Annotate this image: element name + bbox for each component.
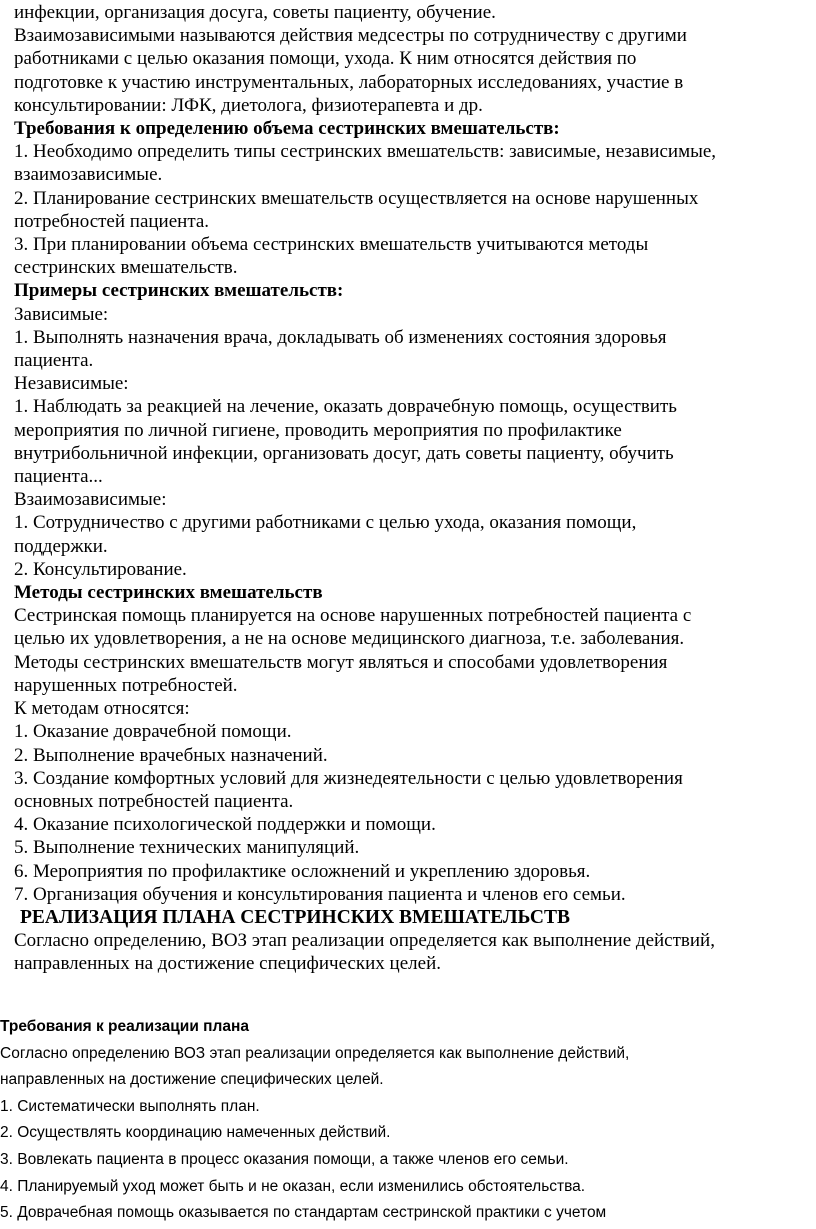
bold-heading-line: Требования к реализации плана	[0, 1018, 249, 1035]
text-line: 3. Создание комфортных условий для жизнедеятельности с целью удовлетворения	[14, 767, 683, 789]
text-line: 2. Осуществлять координацию намеченных действий.	[0, 1124, 391, 1142]
text-line: мероприятия по личной гигиене, проводить мероприятия по профилактике	[14, 419, 622, 441]
text-line: 2. Выполнение врачебных назначений.	[14, 744, 328, 766]
text-line: 4. Оказание психологической поддержки и помощи.	[14, 814, 436, 836]
text-line: целью их удовлетворения, а не на основе медицинского диагноза, т.е. заболевания.	[14, 628, 685, 650]
bold-heading-line: Методы сестринских вмешательств	[14, 582, 323, 604]
text-line: 4. Планируемый уход может быть и не оказан, если изменились обстоятельства.	[0, 1177, 586, 1195]
text-line: направленных на достижение специфических целей.	[14, 953, 441, 975]
bold-heading-line: Примеры сестринских вмешательств:	[14, 280, 344, 302]
section-heading: РЕАЛИЗАЦИЯ ПЛАНА СЕСТРИНСКИХ ВМЕШАТЕЛЬСТВ	[20, 906, 571, 928]
text-line: пациента...	[14, 466, 103, 488]
text-line: Методы сестринских вмешательств могут являться и способами удовлетворения	[14, 651, 668, 673]
text-line: К методам относятся:	[14, 698, 190, 720]
text-line: нарушенных потребностей.	[14, 674, 238, 696]
text-line: 5. Выполнение технических манипуляций.	[14, 837, 360, 859]
text-line: 1. Выполнять назначения врача, докладывать об изменениях состояния здоровья	[14, 326, 667, 348]
text-line: поддержки.	[14, 535, 108, 557]
text-line: сестринских вмешательств.	[14, 257, 238, 279]
text-line: 7. Организация обучения и консультирования пациента и членов его семьи.	[14, 883, 626, 905]
text-line: инфекции, организация досуга, советы пациенту, обучение.	[14, 2, 496, 23]
text-line: 2. Планирование сестринских вмешательств осуществляется на основе нарушенных	[14, 187, 699, 209]
text-line: Согласно определению, ВОЗ этап реализации определяется как выполнение действий,	[14, 930, 715, 952]
text-line: направленных на достижение специфических целей.	[0, 1071, 384, 1089]
bold-heading-line: Требования к определению объема сестринских вмешательств:	[14, 118, 560, 140]
text-line: Взаимозависимыми называются действия медсестры по сотрудничеству с другими	[14, 25, 687, 47]
text-line: 1. Систематически выполнять план.	[0, 1097, 260, 1115]
text-line: Сестринская помощь планируется на основе нарушенных потребностей пациента с	[14, 605, 692, 627]
text-line: 5. Доврачебная помощь оказывается по стандартам сестринской практики с учетом	[0, 1204, 607, 1222]
text-line: внутрибольничной инфекции, организовать досуг, дать советы пациенту, обучить	[14, 442, 674, 464]
text-line: консультировании: ЛФК, диетолога, физиотерапевта и др.	[14, 94, 483, 116]
text-line: 1. Сотрудничество с другими работниками с целью ухода, оказания помощи,	[14, 512, 637, 534]
text-line: 1. Оказание доврачебной помощи.	[14, 721, 292, 743]
text-line: основных потребностей пациента.	[14, 790, 294, 812]
text-line: Зависимые:	[14, 303, 109, 325]
text-line: подготовке к участию инструментальных, лабораторных исследованиях, участие в	[14, 71, 684, 93]
text-line: 1. Наблюдать за реакцией на лечение, оказать доврачебную помощь, осуществить	[14, 396, 677, 418]
document-body-sans	[0, 1014, 816, 1227]
text-line: 3. Вовлекать пациента в процесс оказания помощи, а также членов его семьи.	[0, 1150, 569, 1168]
text-line: Взаимозависимые:	[14, 489, 167, 511]
text-line: 6. Мероприятия по профилактике осложнений и укреплению здоровья.	[14, 860, 591, 882]
text-line: 3. При планировании объема сестринских вмешательств учитываются методы	[14, 234, 649, 256]
text-line: 1. Необходимо определить типы сестринских вмешательств: зависимые, независимые,	[14, 141, 717, 163]
text-line: Согласно определению ВОЗ этап реализации определяется как выполнение действий,	[0, 1044, 630, 1062]
text-line: потребностей пациента.	[14, 210, 210, 232]
text-line: пациента.	[14, 350, 94, 372]
text-line: работниками с целью оказания помощи, ухода. К ним относятся действия по	[14, 48, 637, 70]
document-body-serif	[14, 1, 804, 976]
text-line: взаимозависимые.	[14, 164, 163, 186]
text-line: 2. Консультирование.	[14, 558, 187, 580]
text-line: Независимые:	[14, 373, 129, 395]
